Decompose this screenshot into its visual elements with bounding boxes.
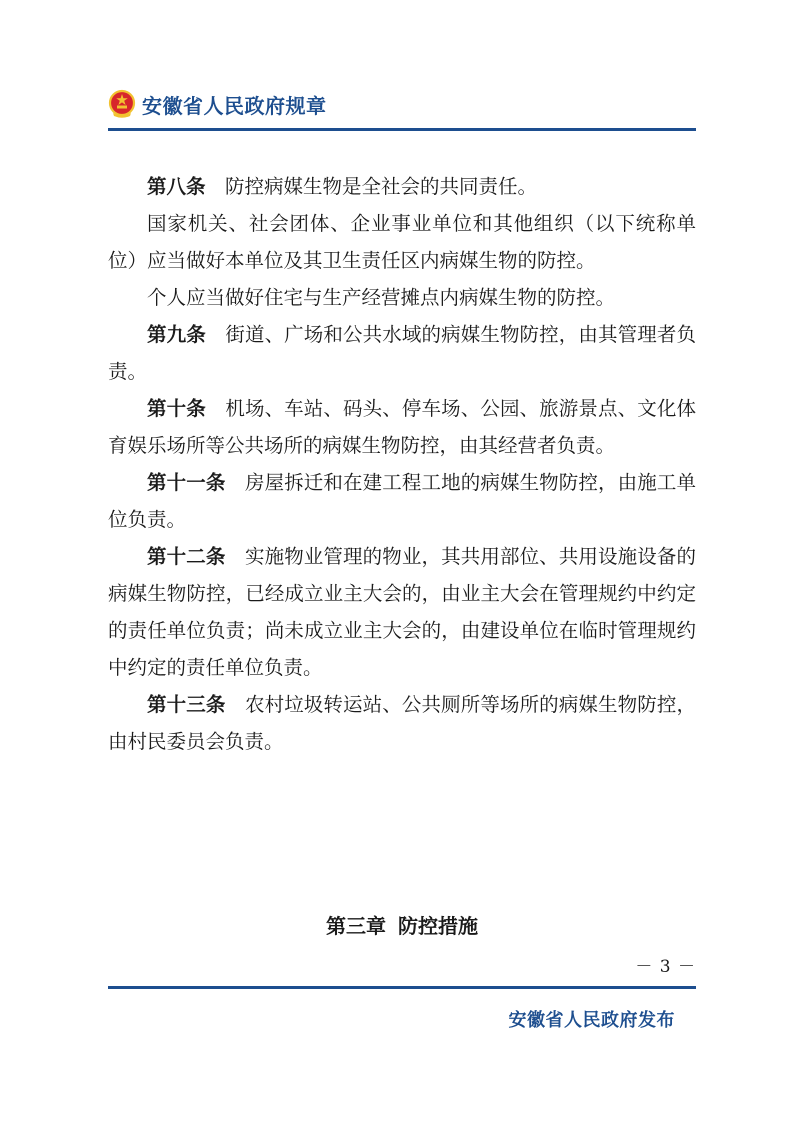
article-9-text: 街道、广场和公共水域的病媒生物防控，由其管理者负责。 (108, 323, 696, 383)
footer-divider (108, 986, 696, 989)
article-12-text: 实施物业管理的物业，其共用部位、共用设施设备的病媒生物防控，已经成立业主大会的，由业主大会在管理规约中约定的责任单位负责；尚未成立业主大会的，由建设单位在临时管理规约中约定的责任单位负责。 (108, 545, 696, 679)
article-8-para-2 (108, 205, 696, 279)
article-8-text-3: 个人应当做好住宅与生产经营摊点内病媒生物的防控。 (147, 286, 616, 309)
article-10-label: 第十条 (147, 397, 206, 420)
chapter-heading (108, 907, 696, 945)
article-8-text-1: 防控病媒生物是全社会的共同责任。 (225, 175, 538, 198)
article-13-text: 农村垃圾转运站、公共厕所等场所的病媒生物防控，由村民委员会负责。 (108, 693, 696, 753)
header-divider (108, 128, 696, 131)
article-9-label: 第九条 (147, 323, 206, 346)
footer-publisher: 安徽省人民政府发布 (508, 1010, 675, 1031)
article-12 (108, 538, 696, 686)
page-header (108, 86, 327, 122)
chapter-title: 防控措施 (398, 914, 478, 938)
article-8-para-1 (108, 168, 696, 205)
article-9 (108, 316, 696, 390)
article-11-label: 第十一条 (147, 471, 226, 494)
article-13 (108, 686, 696, 760)
article-10 (108, 390, 696, 464)
chapter-number: 第三章 (326, 914, 386, 938)
article-11-text: 房屋拆迁和在建工程工地的病媒生物防控，由施工单位负责。 (108, 471, 696, 531)
article-8-text-2: 国家机关、社会团体、企业事业单位和其他组织（以下统称单位）应当做好本单位及其卫生责任区内病媒生物的防控。 (108, 212, 696, 272)
header-title: 安徽省人民政府规章 (142, 93, 327, 118)
article-8-label: 第八条 (147, 175, 206, 198)
article-8-para-3 (108, 279, 696, 316)
article-12-label: 第十二条 (147, 545, 226, 568)
national-emblem-icon (108, 89, 136, 119)
article-11 (108, 464, 696, 538)
page-number: － 3 － (635, 957, 696, 977)
document-body (108, 168, 696, 760)
article-13-label: 第十三条 (147, 693, 226, 716)
article-10-text: 机场、车站、码头、停车场、公园、旅游景点、文化体育娱乐场所等公共场所的病媒生物防控，由其经营者负责。 (108, 397, 696, 457)
